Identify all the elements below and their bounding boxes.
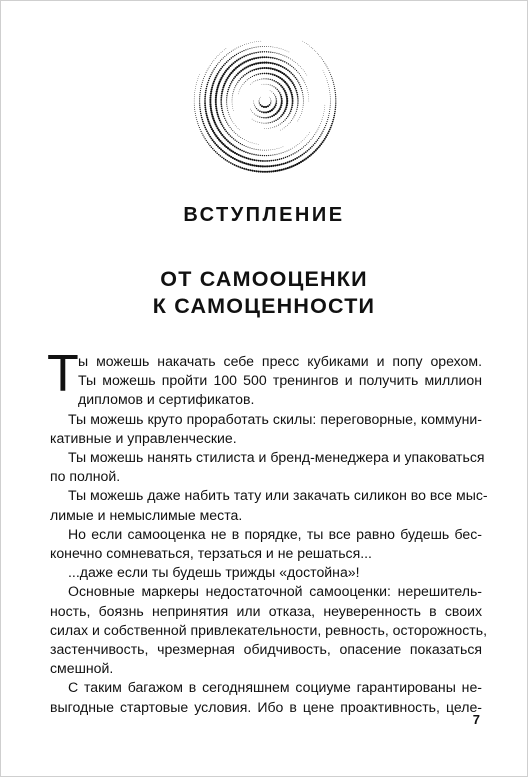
ornament-ring [250,84,283,119]
ornament-ring [204,41,325,162]
page-number: 7 [472,712,480,727]
text-line: лимые и немыслимые места. [50,506,243,523]
text-line: выгодные стартовые условия. Ибо в цене проактивность, целе- [50,698,482,715]
text-line: по полной. [50,468,121,485]
text-line: Ты можешь нанять стилиста и бренд-менеджера и упаковаться [68,449,485,466]
text-line: кативные и управленческие. [50,429,237,446]
text-line: ность, боязнь непринятия или отказа, неуверенность в своих [50,602,482,619]
text-line: Ты можешь круто проработать скилы: переговорные, коммуни- [68,410,482,427]
text-line: смешной. [50,660,114,677]
text-line: С таким багажом в сегодняшнем социуме гарантированы не- [68,679,482,696]
text-line: застенчивость, чрезмерная обидчивость, опасение показаться [50,641,482,658]
ornament-ring [199,48,331,167]
concentric-dots-ornament [190,26,340,176]
text-line: ы можешь накачать себе пресс кубиками и попу орехом. [78,353,482,369]
ornament-ring [253,90,277,113]
ornament-ring [238,73,294,129]
text-line: ...даже если ты будешь трижды «достойна»! [68,564,360,581]
body-text [50,352,488,717]
text-line: Основные маркеры недостаточной самооценки: нерешитель- [68,583,482,600]
text-line: Ты можешь пройти 100 500 тренингов и получить миллион [78,372,482,389]
chapter-label: ВСТУПЛЕНИЕ [183,204,345,226]
text-line: Но если самооценка не в порядке, ты все равно будешь бес- [68,525,482,542]
text-line: конечно сомневаться, терзаться и не решаться... [50,545,372,562]
chapter-title-line-2: К САМОЦЕННОСТИ [152,294,376,318]
chapter-title [0,266,528,320]
text-line: Ты можешь даже набить тату или закачать силикон во все мыс- [68,487,488,504]
drop-cap: Т [47,345,79,403]
text-line: силах и собственной привлекательности, ревность, осторожность, [50,621,487,638]
ornament-ring [232,67,299,130]
text-line: дипломов и сертификатов. [78,391,255,408]
ornament-ring [220,56,309,144]
chapter-title-line-1: ОТ САМООЦЕНКИ [160,267,368,291]
ornament-ring [258,97,271,108]
